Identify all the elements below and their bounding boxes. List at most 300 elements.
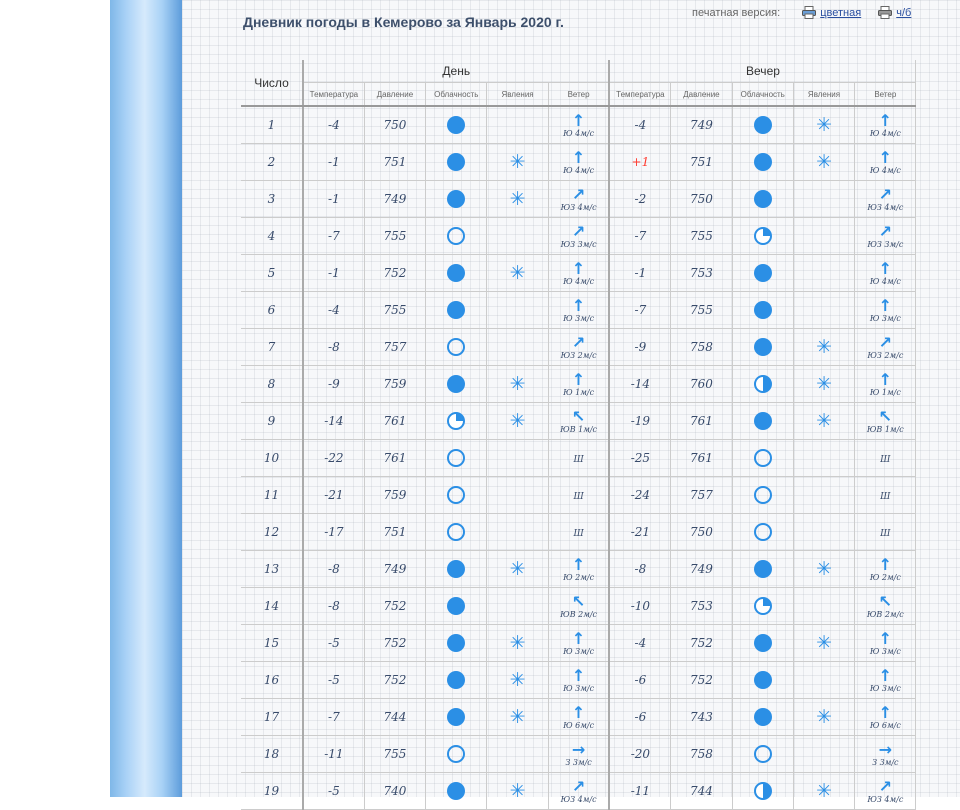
temperature-value: +1	[631, 155, 650, 169]
temperature-cell	[303, 181, 364, 218]
cloud-cover-icon	[447, 560, 465, 578]
cloud-cover-icon	[754, 190, 772, 208]
date-cell	[241, 255, 303, 292]
printer-icon	[878, 6, 892, 19]
snow-icon: ✳	[509, 188, 526, 210]
pressure-value: 743	[689, 710, 713, 724]
pressure-value: 750	[689, 192, 713, 206]
pressure-cell	[671, 477, 732, 514]
temperature-value: -5	[328, 636, 340, 650]
cloud-cover-icon	[447, 301, 465, 319]
temperature-cell	[609, 699, 670, 736]
temperature-cell	[303, 366, 364, 403]
phenomena-cell	[487, 218, 548, 255]
wind-cell	[548, 181, 609, 218]
pressure-value: 749	[689, 118, 713, 132]
temperature-cell	[609, 662, 670, 699]
phenomena-cell	[487, 625, 548, 662]
subheader-pressure: Давление	[364, 83, 425, 107]
day-number: 19	[263, 784, 280, 798]
wind-arrow-icon: →	[878, 739, 893, 759]
table-row	[241, 699, 916, 736]
pressure-value: 755	[383, 747, 407, 761]
subheader-cloudiness: Облачность	[426, 83, 487, 107]
pressure-value: 750	[383, 118, 407, 132]
phenomena-cell	[793, 144, 854, 181]
wind-calm-text: Ш	[880, 492, 891, 502]
wind-cell	[548, 477, 609, 514]
wind-cell	[855, 662, 916, 699]
snow-icon: ✳	[509, 151, 526, 173]
date-cell	[241, 440, 303, 477]
phenomena-cell	[793, 255, 854, 292]
pressure-value: 753	[689, 266, 713, 280]
wind-arrow-icon: →	[571, 739, 586, 759]
cloudiness-cell	[426, 588, 487, 625]
wind-arrow-icon: ↑	[878, 258, 893, 278]
cloudiness-cell	[732, 181, 793, 218]
wind-text: ЮВ 1м/с	[560, 424, 598, 434]
wind-text: ЮВ 1м/с	[866, 424, 904, 434]
wind-cell	[548, 366, 609, 403]
snow-icon: ✳	[816, 632, 832, 654]
temperature-value: -9	[634, 340, 647, 354]
phenomena-cell	[793, 662, 854, 699]
wind-cell	[548, 106, 609, 144]
wind-cell	[855, 255, 916, 292]
page-title: Дневник погоды в Кемерово за Январь 2020 г.	[243, 14, 564, 30]
print-bw-link[interactable]	[878, 6, 911, 19]
table-row	[241, 366, 916, 403]
snow-icon: ✳	[509, 706, 526, 728]
temperature-value: -25	[630, 451, 651, 465]
wind-arrow-icon: ↖	[878, 591, 893, 611]
cloud-cover-icon	[754, 412, 772, 430]
wind-arrow-icon: ↗	[571, 184, 586, 204]
temperature-value: -1	[328, 155, 340, 169]
cloudiness-cell	[426, 662, 487, 699]
table-row	[241, 588, 916, 625]
date-cell	[241, 292, 303, 329]
wind-cell	[548, 699, 609, 736]
cloud-cover-icon	[754, 745, 772, 763]
pressure-cell	[364, 329, 425, 366]
cloudiness-cell	[426, 477, 487, 514]
phenomena-cell	[487, 736, 548, 773]
temperature-cell	[609, 292, 670, 329]
temperature-cell	[303, 218, 364, 255]
date-cell	[241, 366, 303, 403]
wind-calm-text: Ш	[880, 529, 891, 539]
pressure-cell	[364, 477, 425, 514]
wind-cell	[548, 514, 609, 551]
wind-text: Ю 3м/с	[563, 646, 595, 656]
temperature-cell	[303, 699, 364, 736]
table-row	[241, 181, 916, 218]
cloudiness-cell	[732, 699, 793, 736]
pressure-value: 755	[383, 229, 407, 243]
cloud-cover-icon	[754, 782, 772, 800]
temperature-value: -11	[324, 747, 344, 761]
wind-arrow-icon: ↗	[878, 776, 893, 796]
pressure-cell	[364, 773, 425, 810]
wind-arrow-icon: ↖	[571, 406, 586, 426]
phenomena-cell	[487, 292, 548, 329]
pressure-cell	[671, 144, 732, 181]
cloud-cover-icon	[447, 116, 465, 134]
phenomena-cell	[793, 588, 854, 625]
cloudiness-cell	[426, 699, 487, 736]
day-number: 10	[263, 451, 280, 465]
pressure-value: 749	[383, 192, 407, 206]
temperature-cell	[609, 625, 670, 662]
cloud-cover-icon	[754, 301, 772, 319]
wind-text: Ю 2м/с	[563, 572, 595, 582]
wind-text: ЮЗ 3м/с	[560, 239, 597, 249]
cloudiness-cell	[732, 477, 793, 514]
pressure-value: 755	[689, 303, 713, 317]
cloud-cover-icon	[754, 560, 772, 578]
cloud-cover-icon	[447, 671, 465, 689]
wind-arrow-icon: ↗	[878, 332, 893, 352]
phenomena-cell	[487, 329, 548, 366]
column-header-date: Число	[241, 60, 303, 106]
cloud-cover-icon	[754, 227, 772, 245]
phenomena-cell	[487, 662, 548, 699]
decorative-sidebar	[110, 0, 182, 797]
wind-cell	[548, 218, 609, 255]
temperature-cell	[303, 106, 364, 144]
phenomena-cell	[793, 403, 854, 440]
pressure-value: 752	[383, 673, 407, 687]
cloud-cover-icon	[447, 449, 465, 467]
day-number: 4	[267, 229, 276, 243]
snow-icon: ✳	[816, 558, 832, 580]
temperature-value: -6	[634, 710, 647, 724]
temperature-value: -21	[324, 488, 344, 502]
day-number: 5	[267, 266, 276, 280]
cloudiness-cell	[732, 440, 793, 477]
date-cell	[241, 218, 303, 255]
pressure-value: 751	[383, 155, 407, 169]
cloud-cover-icon	[447, 227, 465, 245]
table-row	[241, 736, 916, 773]
day-number: 9	[267, 414, 276, 428]
phenomena-cell	[487, 403, 548, 440]
cloudiness-cell	[732, 514, 793, 551]
snow-icon: ✳	[816, 114, 832, 136]
pressure-cell	[364, 736, 425, 773]
pressure-cell	[671, 329, 732, 366]
wind-cell	[855, 403, 916, 440]
cloud-cover-icon	[754, 449, 772, 467]
wind-arrow-icon: ↑	[571, 295, 586, 315]
wind-cell	[855, 106, 916, 144]
date-cell	[241, 403, 303, 440]
temperature-value: -17	[324, 525, 344, 539]
phenomena-cell	[793, 329, 854, 366]
pressure-cell	[671, 625, 732, 662]
temperature-value: -4	[328, 118, 340, 132]
printer-icon	[802, 6, 816, 19]
temperature-cell	[303, 625, 364, 662]
wind-arrow-icon: ↖	[878, 406, 893, 426]
wind-arrow-icon: ↗	[571, 332, 586, 352]
snow-icon: ✳	[509, 669, 526, 691]
wind-text: Ю 4м/с	[869, 165, 901, 175]
cloudiness-cell	[426, 144, 487, 181]
phenomena-cell	[793, 773, 854, 810]
day-number: 14	[263, 599, 280, 613]
wind-cell	[855, 292, 916, 329]
pressure-cell	[364, 514, 425, 551]
cloud-cover-icon	[447, 264, 465, 282]
print-color-link[interactable]	[802, 6, 861, 19]
cloudiness-cell	[732, 773, 793, 810]
date-cell	[241, 551, 303, 588]
pressure-cell	[671, 255, 732, 292]
temperature-value: -8	[328, 340, 340, 354]
wind-text: З 3м/с	[872, 757, 899, 767]
cloud-cover-icon	[447, 745, 465, 763]
wind-text: ЮЗ 4м/с	[867, 794, 904, 804]
cloudiness-cell	[732, 218, 793, 255]
table-row	[241, 255, 916, 292]
wind-calm-text: Ш	[573, 492, 584, 502]
wind-text: ЮВ 2м/с	[560, 609, 598, 619]
pressure-value: 752	[689, 636, 713, 650]
wind-cell	[855, 440, 916, 477]
temperature-cell	[609, 181, 670, 218]
cloud-cover-icon	[754, 634, 772, 652]
wind-text: Ю 4м/с	[563, 128, 595, 138]
table-row	[241, 551, 916, 588]
temperature-cell	[609, 144, 670, 181]
pressure-value: 752	[689, 673, 713, 687]
cloud-cover-icon	[447, 375, 465, 393]
wind-cell	[855, 551, 916, 588]
pressure-cell	[364, 144, 425, 181]
temperature-value: -9	[328, 377, 340, 391]
temperature-value: -7	[634, 229, 647, 243]
cloud-cover-icon	[447, 190, 465, 208]
temperature-cell	[303, 551, 364, 588]
wind-text: Ю 2м/с	[869, 572, 901, 582]
date-cell	[241, 329, 303, 366]
temperature-value: -7	[328, 710, 340, 724]
phenomena-cell	[793, 699, 854, 736]
pressure-cell	[671, 699, 732, 736]
wind-text: Ю 1м/с	[869, 387, 901, 397]
temperature-value: -14	[630, 377, 651, 391]
temperature-cell	[303, 403, 364, 440]
temperature-value: -22	[324, 451, 344, 465]
pressure-value: 761	[383, 451, 407, 465]
wind-text: Ю 4м/с	[869, 276, 901, 286]
temperature-value: -8	[328, 599, 340, 613]
temperature-value: -19	[630, 414, 651, 428]
cloudiness-cell	[732, 255, 793, 292]
wind-arrow-icon: ↑	[571, 147, 586, 167]
pressure-value: 758	[689, 747, 713, 761]
date-cell	[241, 514, 303, 551]
pressure-cell	[671, 106, 732, 144]
phenomena-cell	[487, 699, 548, 736]
table-row	[241, 773, 916, 810]
cloudiness-cell	[732, 292, 793, 329]
cloudiness-cell	[732, 366, 793, 403]
date-cell	[241, 625, 303, 662]
table-row	[241, 662, 916, 699]
pressure-value: 755	[689, 229, 713, 243]
wind-text: Ю 4м/с	[563, 165, 595, 175]
temperature-value: -8	[634, 562, 647, 576]
pressure-cell	[671, 773, 732, 810]
wind-cell	[548, 773, 609, 810]
temperature-value: -4	[328, 303, 340, 317]
wind-cell	[855, 736, 916, 773]
temperature-cell	[303, 440, 364, 477]
wind-cell	[855, 625, 916, 662]
cloud-cover-icon	[754, 671, 772, 689]
pressure-value: 749	[383, 562, 407, 576]
cloudiness-cell	[732, 588, 793, 625]
wind-arrow-icon: ↗	[571, 776, 586, 796]
wind-cell	[855, 144, 916, 181]
pressure-cell	[671, 366, 732, 403]
subheader-temperature: Температура	[303, 83, 364, 107]
wind-calm-text: Ш	[573, 455, 584, 465]
cloud-cover-icon	[754, 597, 772, 615]
wind-cell	[855, 218, 916, 255]
temperature-value: -10	[630, 599, 651, 613]
table-row	[241, 144, 916, 181]
wind-cell	[855, 699, 916, 736]
pressure-value: 761	[689, 451, 713, 465]
wind-cell	[548, 551, 609, 588]
table-row	[241, 106, 916, 144]
phenomena-cell	[793, 440, 854, 477]
wind-cell	[548, 255, 609, 292]
wind-arrow-icon: ↑	[878, 369, 893, 389]
cloud-cover-icon	[447, 597, 465, 615]
pressure-value: 755	[383, 303, 407, 317]
pressure-value: 752	[383, 599, 407, 613]
temperature-cell	[609, 514, 670, 551]
snow-icon: ✳	[816, 336, 832, 358]
temperature-value: -4	[634, 118, 647, 132]
temperature-value: -20	[630, 747, 651, 761]
temperature-value: -24	[630, 488, 651, 502]
temperature-value: -21	[630, 525, 651, 539]
wind-text: ЮЗ 2м/с	[560, 350, 597, 360]
cloudiness-cell	[426, 106, 487, 144]
cloudiness-cell	[426, 514, 487, 551]
pressure-value: 752	[383, 266, 407, 280]
wind-cell	[548, 662, 609, 699]
phenomena-cell	[487, 477, 548, 514]
wind-cell	[855, 477, 916, 514]
temperature-cell	[303, 292, 364, 329]
phenomena-cell	[793, 514, 854, 551]
cloudiness-cell	[426, 625, 487, 662]
wind-arrow-icon: ↖	[571, 591, 586, 611]
phenomena-cell	[793, 218, 854, 255]
cloud-cover-icon	[754, 338, 772, 356]
cloudiness-cell	[732, 144, 793, 181]
wind-text: Ю 4м/с	[563, 276, 595, 286]
cloud-cover-icon	[447, 523, 465, 541]
cloud-cover-icon	[754, 153, 772, 171]
phenomena-cell	[793, 625, 854, 662]
temperature-cell	[303, 773, 364, 810]
temperature-cell	[303, 662, 364, 699]
subheader-phenomena: Явления	[487, 83, 548, 107]
pressure-value: 757	[383, 340, 407, 354]
pressure-cell	[364, 699, 425, 736]
phenomena-cell	[487, 106, 548, 144]
wind-arrow-icon: ↑	[878, 554, 893, 574]
temperature-cell	[609, 255, 670, 292]
date-cell	[241, 106, 303, 144]
wind-cell	[548, 403, 609, 440]
day-number: 1	[267, 118, 276, 132]
phenomena-cell	[793, 551, 854, 588]
table-row	[241, 292, 916, 329]
wind-cell	[548, 736, 609, 773]
pressure-cell	[671, 403, 732, 440]
wind-text: З 3м/с	[565, 757, 592, 767]
phenomena-cell	[793, 292, 854, 329]
phenomena-cell	[487, 773, 548, 810]
cloud-cover-icon	[754, 375, 772, 393]
phenomena-cell	[487, 440, 548, 477]
pressure-value: 753	[689, 599, 713, 613]
temperature-cell	[609, 551, 670, 588]
pressure-cell	[364, 625, 425, 662]
date-cell	[241, 736, 303, 773]
day-number: 12	[263, 525, 280, 539]
phenomena-cell	[487, 255, 548, 292]
snow-icon: ✳	[816, 706, 832, 728]
temperature-cell	[609, 588, 670, 625]
subheader-phenomena: Явления	[793, 83, 854, 107]
cloud-cover-icon	[447, 486, 465, 504]
wind-arrow-icon: ↑	[571, 369, 586, 389]
snow-icon: ✳	[509, 410, 526, 432]
pressure-value: 758	[689, 340, 713, 354]
snow-icon: ✳	[509, 262, 526, 284]
print-version-label: печатная версия:	[692, 7, 781, 19]
temperature-cell	[303, 144, 364, 181]
wind-text: Ю 3м/с	[869, 646, 901, 656]
cloudiness-cell	[426, 366, 487, 403]
pressure-cell	[364, 181, 425, 218]
wind-arrow-icon: ↑	[878, 110, 893, 130]
phenomena-cell	[793, 181, 854, 218]
temperature-value: -1	[328, 192, 340, 206]
pressure-cell	[671, 292, 732, 329]
print-color-label: цветная	[820, 7, 862, 19]
table-row	[241, 477, 916, 514]
day-number: 18	[263, 747, 280, 761]
wind-cell	[548, 329, 609, 366]
table-row	[241, 514, 916, 551]
wind-arrow-icon: ↑	[878, 147, 893, 167]
wind-calm-text: Ш	[880, 455, 891, 465]
temperature-value: -7	[634, 303, 647, 317]
print-version-bar	[692, 6, 925, 19]
